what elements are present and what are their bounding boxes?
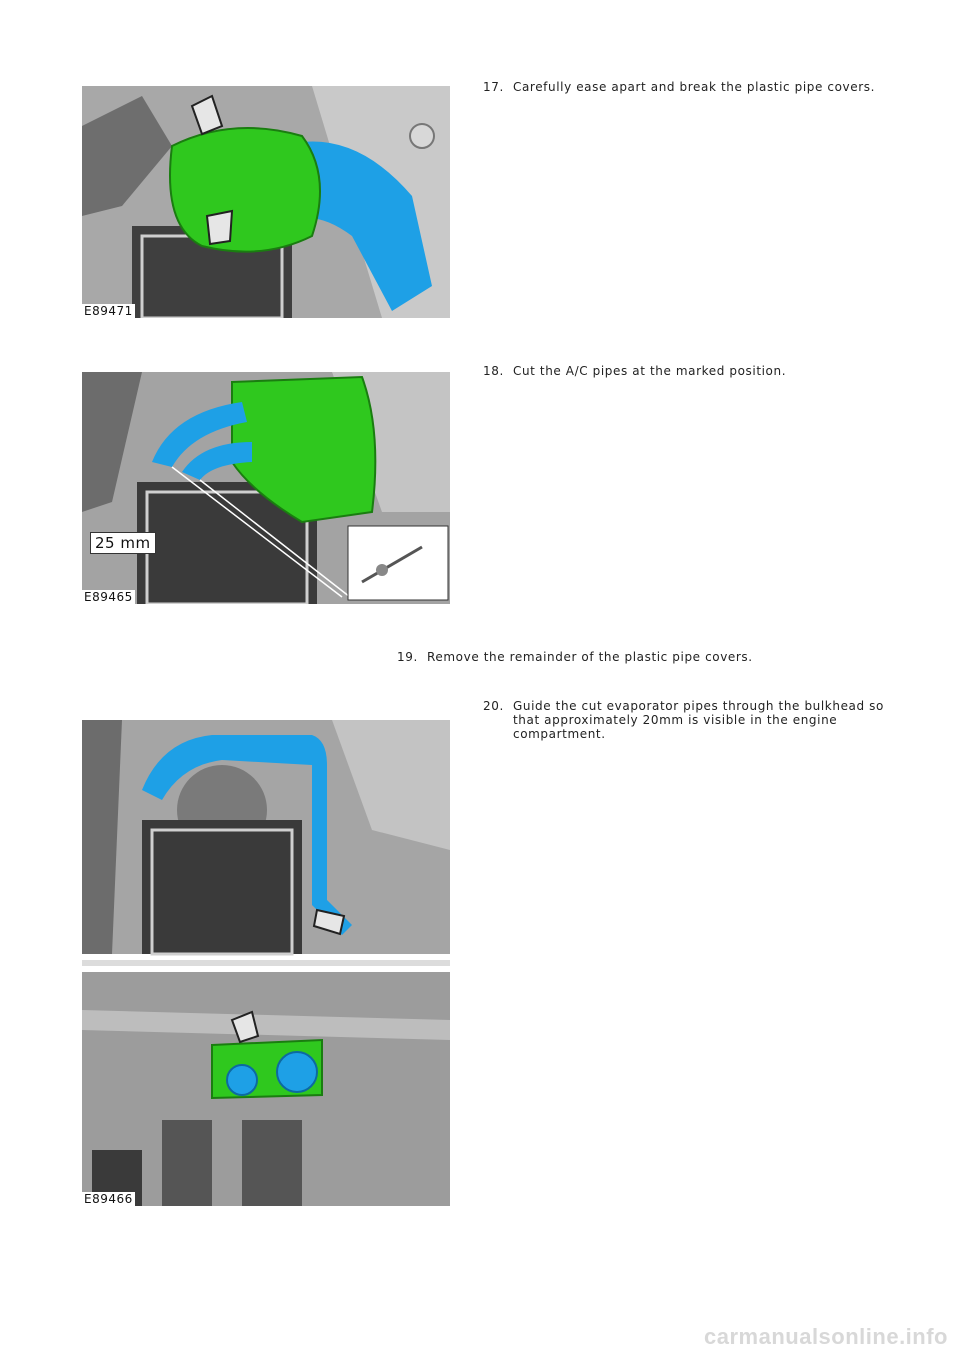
step-text: Cut the A/C pipes at the marked position. [513,364,787,378]
step-number: 18. [483,364,504,378]
figure-e89471 [82,86,450,318]
step-text: Carefully ease apart and break the plastic pipe covers. [513,80,876,94]
step-number: 20. [483,699,504,713]
figure-id-label: E89471 [84,304,133,318]
figure-e89466-illustration [82,720,450,1206]
figure-id-label: E89465 [84,590,133,604]
step-19 [397,650,817,666]
step-18 [483,364,893,380]
step-text: Remove the remainder of the plastic pipe covers. [427,650,753,664]
figure-id-label: E89466 [84,1192,133,1206]
figure-e89471-illustration [82,86,450,318]
step-17 [483,80,893,96]
figure-e89465-illustration [82,372,450,604]
watermark: carmanualsonline.info [704,1324,948,1349]
step-20 [483,699,893,747]
measurement-callout: 25 mm [90,532,156,554]
step-number: 19. [397,650,418,664]
figure-e89466 [82,720,450,1206]
step-number: 17. [483,80,504,94]
figure-e89465 [82,372,450,604]
step-text: Guide the cut evaporator pipes through the bulkhead so that approximately 20mm is visible in the engine compartment. [513,699,884,741]
